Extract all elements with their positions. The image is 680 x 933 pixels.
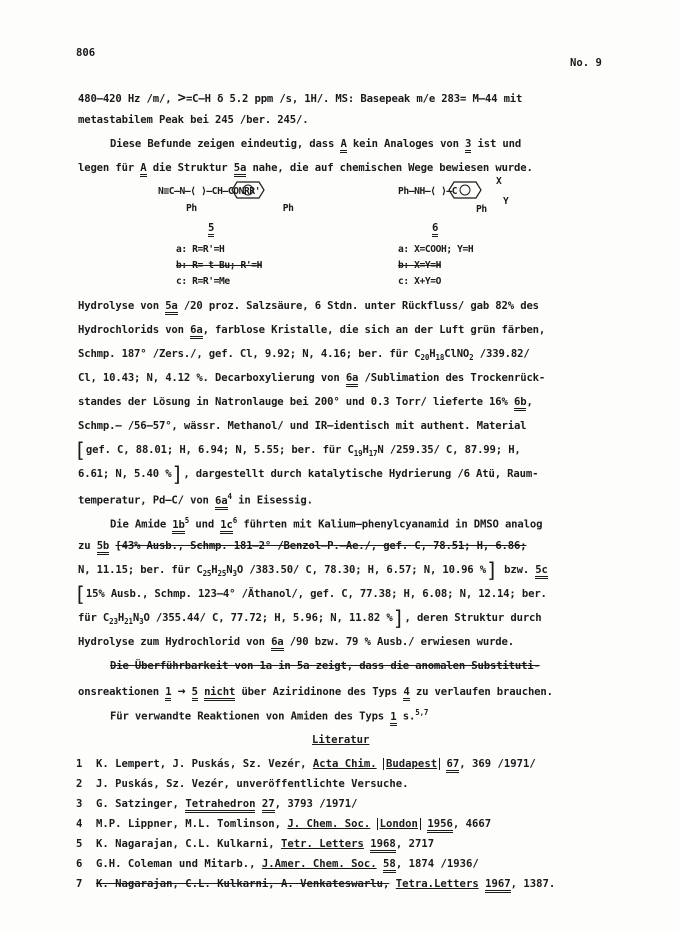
text: /Sublimation des Trockenrück- <box>364 372 546 384</box>
reference-text: J. Puskás, Sz. Vezér, unveröffentlichte Versuche. <box>96 778 409 790</box>
label: 5 <box>208 222 214 237</box>
literature-heading: Literatur <box>312 734 370 746</box>
reference-number: 3 <box>76 798 83 810</box>
text: und <box>195 518 215 531</box>
subscript: 3 <box>232 569 237 579</box>
body-line-20 <box>110 660 540 672</box>
struck-text: in <box>278 660 291 672</box>
compound-ref: 5b <box>97 540 109 555</box>
compound-ref: 1 <box>165 686 171 701</box>
body-line-16 <box>78 558 548 582</box>
text: 6.61; N, 5.40 % <box>78 468 172 480</box>
text: ClNO <box>444 348 470 360</box>
text: H <box>211 564 218 576</box>
journal: Tetrahedron <box>185 798 255 813</box>
body-line-6 <box>78 324 545 336</box>
label: 6 <box>432 222 438 237</box>
structure-6-variant-c: c: X+Y=O <box>398 276 442 287</box>
text: bzw. <box>504 564 530 576</box>
volume: 1956 <box>427 818 453 833</box>
emphasis: nicht <box>204 686 235 701</box>
text: die Struktur <box>152 162 228 174</box>
reference-number: 6 <box>76 858 83 870</box>
compound-ref: 5c <box>535 564 547 579</box>
journal: Tetr. Letters <box>280 838 364 850</box>
subscript: 20 <box>420 353 430 363</box>
compound-ref: 3 <box>465 138 471 153</box>
subscript: 17 <box>368 449 378 459</box>
text: Hydrolyse zum Hydrochlorid von <box>78 636 265 648</box>
body-line-13 <box>78 492 313 507</box>
subscript: 25 <box>202 569 212 579</box>
reference-text <box>96 838 434 850</box>
compound-ref: 5a <box>296 660 310 672</box>
reference-number: 7 <box>76 878 83 890</box>
reference-superscript: 4 <box>227 492 232 501</box>
text: gef. C, 88.01; H, 6.94; N, 5.55; ber. für C <box>85 444 354 456</box>
compound-ref: 6a <box>271 636 283 651</box>
journal-city: Budapest <box>383 758 440 770</box>
compound-ref: 6a <box>346 372 358 387</box>
structure-5-variant-a: a: R=R'=H <box>176 244 225 255</box>
compound-ref: 5a <box>165 300 177 315</box>
body-line-12 <box>78 462 539 486</box>
structure-5-variant-c: c: R=R'=Me <box>176 276 230 287</box>
issue-number: No. 9 <box>570 57 602 69</box>
reference-text <box>96 798 358 810</box>
compound-ref: 5 <box>192 686 198 701</box>
volume: 27 <box>262 798 275 813</box>
subscript: 23 <box>109 617 118 627</box>
text: 480–420 Hz /m/, <box>78 93 172 105</box>
authors: K. Lempert, J. Puskás, Sz. Vezér, <box>96 758 307 770</box>
text: , deren Struktur durch <box>404 612 542 624</box>
body-line-10: Schmp.– /56–57°, wässr. Methanol/ und IR–identisch mit authent. Material <box>78 420 527 432</box>
body-line-15 <box>78 540 526 552</box>
body-line-22 <box>110 708 428 723</box>
reference-superscript: 6 <box>232 516 238 525</box>
structure-5-phenyls: Ph Ph <box>186 203 294 214</box>
volume: 58 <box>383 858 396 873</box>
text: standes der Lösung in Natronlauge bei 200° und 0.3 Torr/ lieferte 16% <box>78 396 508 408</box>
subscript: 21 <box>124 617 133 627</box>
body-line-18 <box>78 606 542 630</box>
authors: K. Nagarajan, C.L. Kulkarni, A. Venkateswarlu, <box>96 878 390 890</box>
text: über Aziridinone des Typs <box>241 686 398 698</box>
body-line-1 <box>78 90 522 106</box>
text: /20 proz. Salzsäure, 6 Stdn. unter Rückfluss/ gab 82% des <box>183 300 539 312</box>
text: Diese Befunde zeigen eindeutig, dass <box>110 138 335 150</box>
text: H <box>429 348 436 360</box>
compound-ref: 6a <box>190 324 202 339</box>
text: O /355.44/ C, 77.72; H, 5.96; N, 11.82 % <box>143 612 393 624</box>
struck-text: Die Überführbarkeit von <box>110 660 254 672</box>
body-line-5 <box>78 300 539 312</box>
structure-5-variant-b: b: R= t–Bu; R'=H <box>176 260 263 271</box>
body-line-11 <box>74 438 521 462</box>
compound-ref: A <box>140 162 146 177</box>
text: 15% Ausb., Schmp. 123–4° /Äthanol/, gef. C, 77.38; H, 6.08; N, 12.14; ber. <box>85 588 547 600</box>
compound-ref: 1 <box>390 711 396 726</box>
compound-ref: 6a <box>215 495 227 510</box>
pages-year: , 4667 <box>452 818 492 830</box>
authors: G.H. Coleman und Mitarb., <box>96 858 256 870</box>
reference-text <box>96 818 491 830</box>
text: O /383.50/ C, 78.30; H, 6.57; N, 10.96 % <box>236 564 486 576</box>
subscript: 2 <box>469 353 474 363</box>
close-bracket: ] <box>486 558 498 582</box>
structure-6-ph: Ph <box>476 204 487 215</box>
volume: 67 <box>446 758 459 773</box>
reference-text <box>96 758 536 770</box>
body-line-4 <box>78 162 533 174</box>
compound-ref: 1a <box>259 660 272 672</box>
text: Schmp. 187° /Zers./, gef. Cl, 9.92; N, 4.16; ber. für C <box>78 348 421 360</box>
text: Hydrolyse von <box>78 300 159 312</box>
text: s. <box>402 710 416 723</box>
pages-year: , 1874 /1936/ <box>395 858 479 870</box>
structure-6-formula: Ph–NH–⟨ ⟩–C <box>398 186 458 197</box>
close-bracket: ] <box>392 606 405 630</box>
text: führten mit Kalium–phenylcyanamid in DMSO analog <box>243 518 543 531</box>
open-bracket: [ <box>74 438 86 462</box>
body-line-9 <box>78 396 533 408</box>
structure-6-variant-a: a: X=COOH; Y=H <box>398 244 474 255</box>
body-line-17 <box>74 582 547 606</box>
text: temperatur, Pd–C/ von <box>78 494 209 507</box>
body-line-3 <box>110 138 521 150</box>
pages-year: , 2717 <box>395 838 435 850</box>
subscript: 19 <box>353 449 363 459</box>
pages-year: , 1387. <box>510 878 556 890</box>
pages-year: , 369 /1971/ <box>459 758 536 770</box>
authors: M.P. Lippner, M.L. Tomlinson, <box>96 818 281 830</box>
text: δ 5.2 ppm /s, 1H/. MS: Basepeak m/e 283= M–44 mit <box>217 93 523 105</box>
alkene-symbol: > <box>177 90 186 106</box>
structure-6-y: Y <box>503 196 509 207</box>
authors: K. Nagarajan, C.L. Kulkarni, <box>96 838 275 850</box>
text: kein Analoges von <box>352 138 459 150</box>
reference-superscript: 5,7 <box>415 708 429 717</box>
structure-6-variant-b: b: X=Y=H <box>398 260 442 271</box>
text: N <box>226 564 233 576</box>
journal: J.Amer. Chem. Soc. <box>261 858 377 870</box>
subscript: 25 <box>217 569 227 579</box>
journal-city: London <box>377 818 421 830</box>
body-line-19 <box>78 636 514 648</box>
text: N <box>132 612 140 624</box>
text: zu <box>78 540 91 552</box>
pages-year: , 3793 /1971/ <box>274 798 358 810</box>
page-number: 806 <box>76 47 96 59</box>
text: /339.82/ <box>473 348 530 360</box>
journal: Tetra.Letters <box>395 878 479 890</box>
text: onsreaktionen <box>78 686 159 698</box>
text: in Eisessig. <box>238 494 313 507</box>
text: ist und <box>477 138 522 150</box>
structure-5-label <box>208 222 214 234</box>
compound-ref: 6b <box>514 396 526 411</box>
body-line-8 <box>78 372 545 384</box>
struck-text: [43% Ausb., Schmp. 181–2° /Benzol–P.–Ae./, gef. C, 78.51; H, 6.86; <box>115 540 527 552</box>
open-bracket: [ <box>74 582 86 606</box>
text: Die Amide <box>110 518 167 531</box>
text: /90 bzw. 79 % Ausb./ erwiesen wurde. <box>289 636 514 648</box>
reference-number: 2 <box>76 778 83 790</box>
reference-number: 4 <box>76 818 83 830</box>
volume: 1967 <box>485 878 511 893</box>
chem-group: =C–H <box>185 93 211 105</box>
body-line-21 <box>78 684 553 699</box>
authors: G. Satzinger, <box>96 798 179 810</box>
text: H <box>362 444 369 456</box>
benzene-ring-icon <box>448 180 482 200</box>
structure-6-x: X <box>496 176 502 187</box>
compound-ref: 4 <box>403 686 409 701</box>
structure-6-label <box>432 222 438 234</box>
struck-text: zeigt, dass die anomalen Substituti- <box>315 660 540 672</box>
reference-number: 5 <box>76 838 83 850</box>
text: legen für <box>78 162 135 174</box>
text: N /259.35/ C, 87.99; H, <box>377 444 521 456</box>
structure-5-formula: N≡C–N–⟨ ⟩–CH–CONRR' <box>158 186 261 197</box>
arrow-right-icon: → <box>177 684 186 699</box>
subscript: 18 <box>435 353 445 363</box>
text: Für verwandte Reaktionen von Amiden des Typs <box>110 710 385 723</box>
compound-ref: 1c <box>220 519 232 534</box>
body-line-2: metastabilem Peak bei 245 /ber. 245/. <box>78 114 309 126</box>
text: Cl, 10.43; N, 4.12 %. Decarboxylierung von <box>78 372 340 384</box>
journal: J. Chem. Soc. <box>287 818 371 830</box>
compound-ref: A <box>340 138 346 153</box>
text: , dargestellt durch katalytische Hydrierung /6 Atü, Raum- <box>183 468 539 480</box>
text: N, 11.15; ber. für C <box>78 564 203 576</box>
body-line-14 <box>110 516 542 531</box>
reference-superscript: 5 <box>184 516 190 525</box>
reference-text <box>96 878 555 890</box>
text: nahe, die auf chemischen Wege bewiesen wurde. <box>252 162 533 174</box>
text: Hydrochlorids von <box>78 324 184 336</box>
volume: 1968 <box>370 838 396 853</box>
text: zu verlaufen brauchen. <box>415 686 553 698</box>
reference-number: 1 <box>76 758 83 770</box>
close-bracket: ] <box>171 462 184 486</box>
text: H <box>117 612 125 624</box>
journal: Acta Chim. <box>312 758 377 770</box>
subscript: 3 <box>139 617 144 627</box>
benzene-ring-icon <box>231 180 265 200</box>
body-line-7 <box>78 348 530 362</box>
text: , <box>526 396 533 408</box>
text: , farblose Kristalle, die sich an der Luft grün färben, <box>202 324 546 336</box>
reference-text <box>96 858 479 870</box>
text: für C <box>78 612 110 624</box>
compound-ref: 1b <box>172 519 184 534</box>
compound-ref: 5a <box>234 162 246 177</box>
